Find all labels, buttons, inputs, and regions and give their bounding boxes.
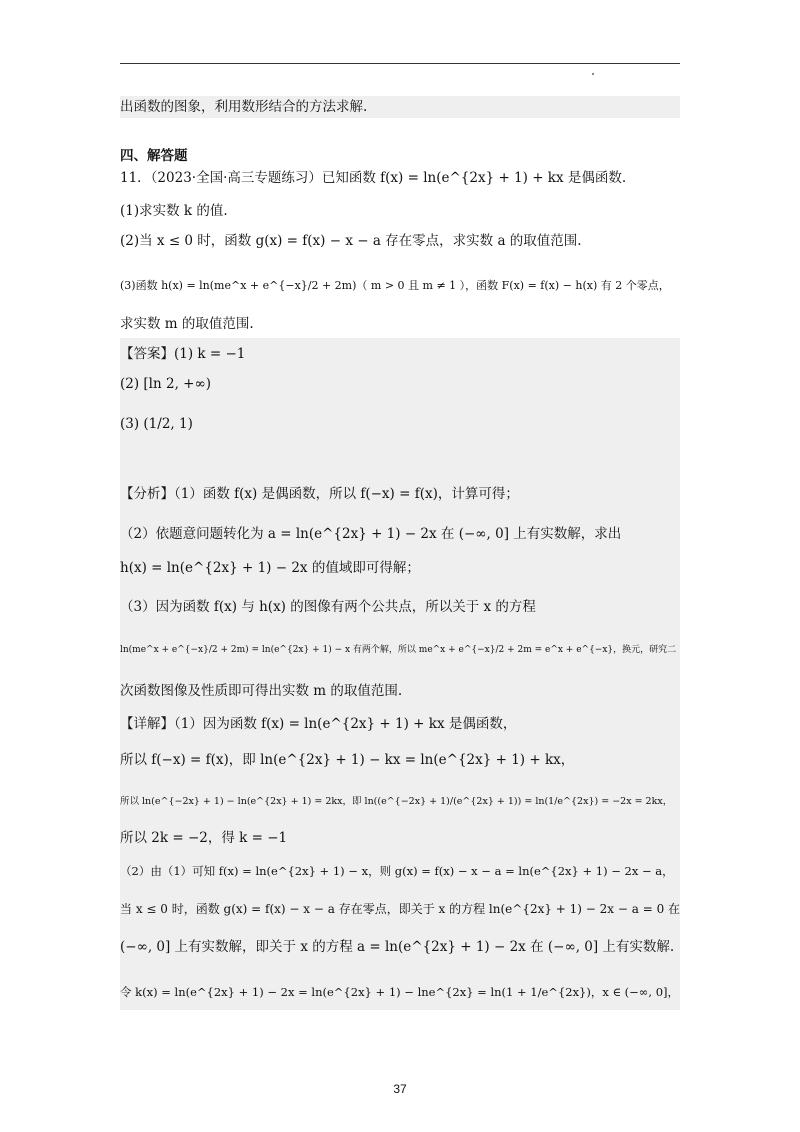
problem-part3-cont: 求实数 m 的取值范围. (120, 316, 254, 332)
page-number: 37 (393, 1082, 407, 1096)
detail-line-6: 当 x ≤ 0 时，函数 g(x) = f(x) − x − a 存在零点，即关于 x 的方程 ln(e^{2x} + 1) − 2x − a = 0 在 (120, 902, 681, 916)
detail-line-3: 所以 ln(e^{−2x} + 1) − ln(e^{2x} + 1) = 2kx，即 ln((e^{−2x} + 1)/(e^{2x} + 1)) = ln(1/e^{2x}) = −2x = 2kx， (120, 796, 673, 807)
answer-2: (2) [ln 2, +∞) (120, 376, 211, 392)
detail-line-2: 所以 f(−x) = f(x)，即 ln(e^{2x} + 1) − kx = ln(e^{2x} + 1) + kx， (120, 752, 575, 768)
analysis-line-5: ln(me^x + e^{−x}/2 + 2m) = ln(e^{2x} + 1) − x 有两个解，所以 me^x + e^{−x}/2 + 2m = e^x + e^{−x}，换元，研究二 (120, 645, 677, 655)
section-heading: 四、解答题 (120, 148, 188, 164)
top-text: 出函数的图象，利用数形结合的方法求解. (120, 99, 368, 115)
analysis-line-6: 次函数图像及性质即可得出实数 m 的取值范围. (120, 683, 403, 699)
analysis-line-2: （2）依题意问题转化为 a = ln(e^{2x} + 1) − 2x 在 (−∞, 0] 上有实数解，求出 (120, 526, 622, 542)
problem-part3: (3)函数 h(x) = ln(me^x + e^{−x}/2 + 2m)（ m > 0 且 m ≠ 1 ），函数 F(x) = f(x) − h(x) 有 2 个零点， (120, 279, 670, 292)
analysis-line-1: 【分析】（1）函数 f(x) 是偶函数，所以 f(−x) = f(x)，计算可得； (120, 486, 519, 502)
header-rule (120, 63, 680, 64)
header-dot (592, 73, 594, 75)
detail-line-1: 【详解】（1）因为函数 f(x) = ln(e^{2x} + 1) + kx 是偶函数， (120, 716, 517, 732)
answer-1: 【答案】(1) k = −1 (120, 346, 246, 362)
problem-line: 11．（2023·全国·高三专题练习）已知函数 f(x) = ln(e^{2x} + 1) + kx 是偶函数. (120, 170, 627, 186)
answer-3: (3) (1/2, 1) (120, 416, 193, 432)
detail-line-5: （2）由（1）可知 f(x) = ln(e^{2x} + 1) − x，则 g(x) = f(x) − x − a = ln(e^{2x} + 1) − 2x − a， (120, 864, 674, 878)
detail-line-4: 所以 2k = −2，得 k = −1 (120, 830, 288, 846)
detail-line-8: 令 k(x) = ln(e^{2x} + 1) − 2x = ln(e^{2x} + 1) − lne^{2x} = ln(1 + 1/e^{2x})，x ∈ (−∞, 0]， (120, 985, 679, 999)
analysis-line-4: （3）因为函数 f(x) 与 h(x) 的图像有两个公共点，所以关于 x 的方程 (120, 599, 536, 615)
problem-part1: (1)求实数 k 的值. (120, 203, 228, 219)
detail-line-7: (−∞, 0] 上有实数解，即关于 x 的方程 a = ln(e^{2x} + 1) − 2x 在 (−∞, 0] 上有实数解. (120, 939, 675, 955)
problem-part2: (2)当 x ≤ 0 时，函数 g(x) = f(x) − x − a 存在零点，求实数 a 的取值范围. (120, 233, 582, 249)
analysis-line-3: h(x) = ln(e^{2x} + 1) − 2x 的值域即可得解； (120, 560, 420, 576)
